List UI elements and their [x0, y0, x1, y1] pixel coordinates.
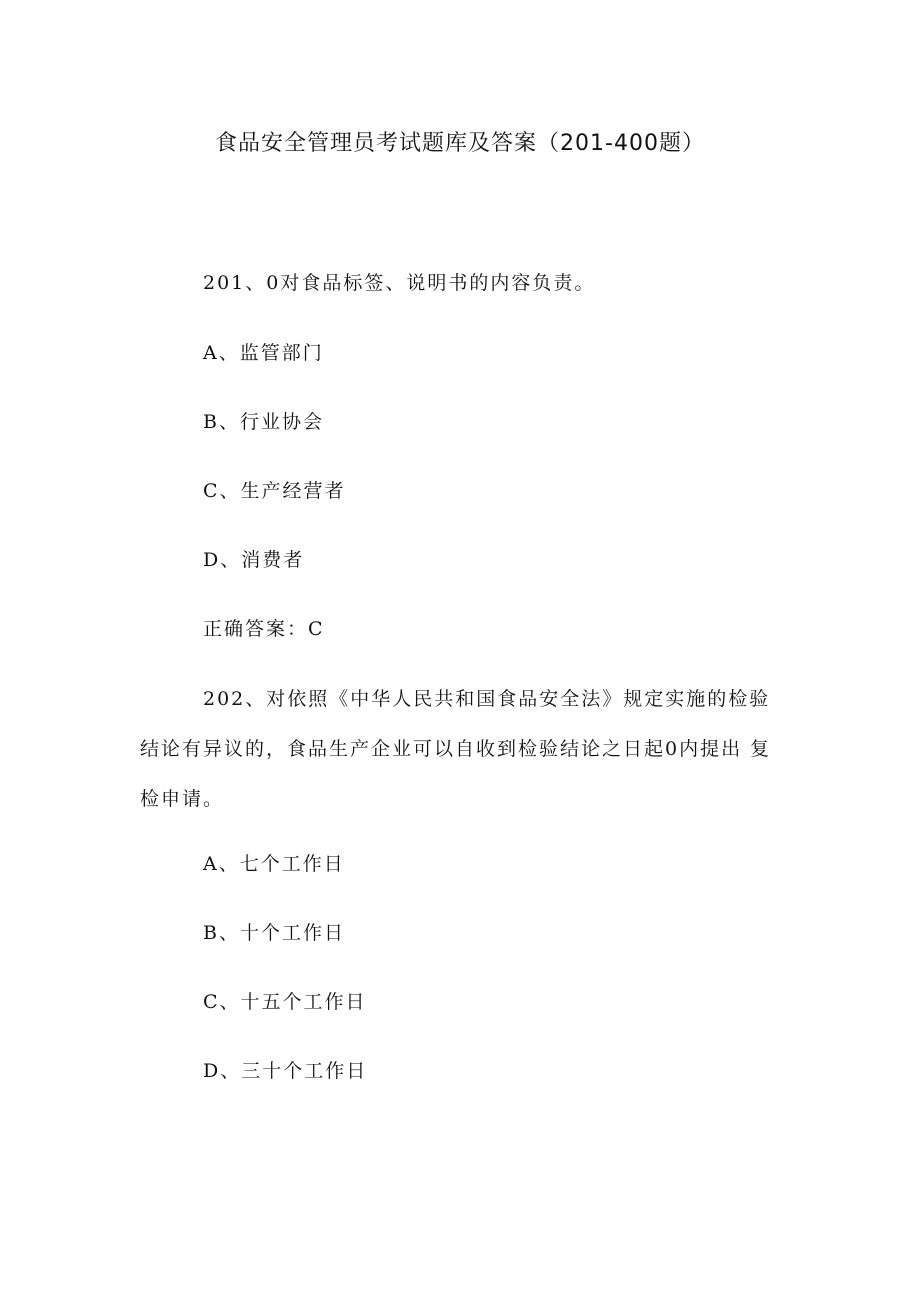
question-202-option-b: B、十个工作日 [203, 922, 345, 944]
question-202-stem-line-2: 结论有异议的，食品生产企业可以自收到检验结论之日起0内提出 复 [140, 738, 772, 760]
question-201-option-d: D、消费者 [203, 549, 305, 571]
question-202-option-a: A、七个工作日 [203, 853, 345, 875]
question-202-stem-line-3: 检申请。 [140, 788, 225, 810]
question-202-stem-line-1: 202、对依照《中华人民共和国食品安全法》规定实施的检验 [203, 688, 771, 710]
question-201-option-b: B、行业协会 [203, 411, 324, 433]
question-202-option-c: C、十五个工作日 [203, 991, 367, 1013]
document-title: 食品安全管理员考试题库及答案（201-400题） [215, 131, 705, 156]
question-201-stem: 201、0对食品标签、说明书的内容负责。 [203, 272, 596, 294]
question-201-answer: 正确答案：C [203, 618, 325, 640]
question-201-option-c: C、生产经营者 [203, 480, 346, 502]
question-202-option-d: D、三十个工作日 [203, 1060, 368, 1082]
question-201-option-a: A、监管部门 [203, 342, 324, 364]
